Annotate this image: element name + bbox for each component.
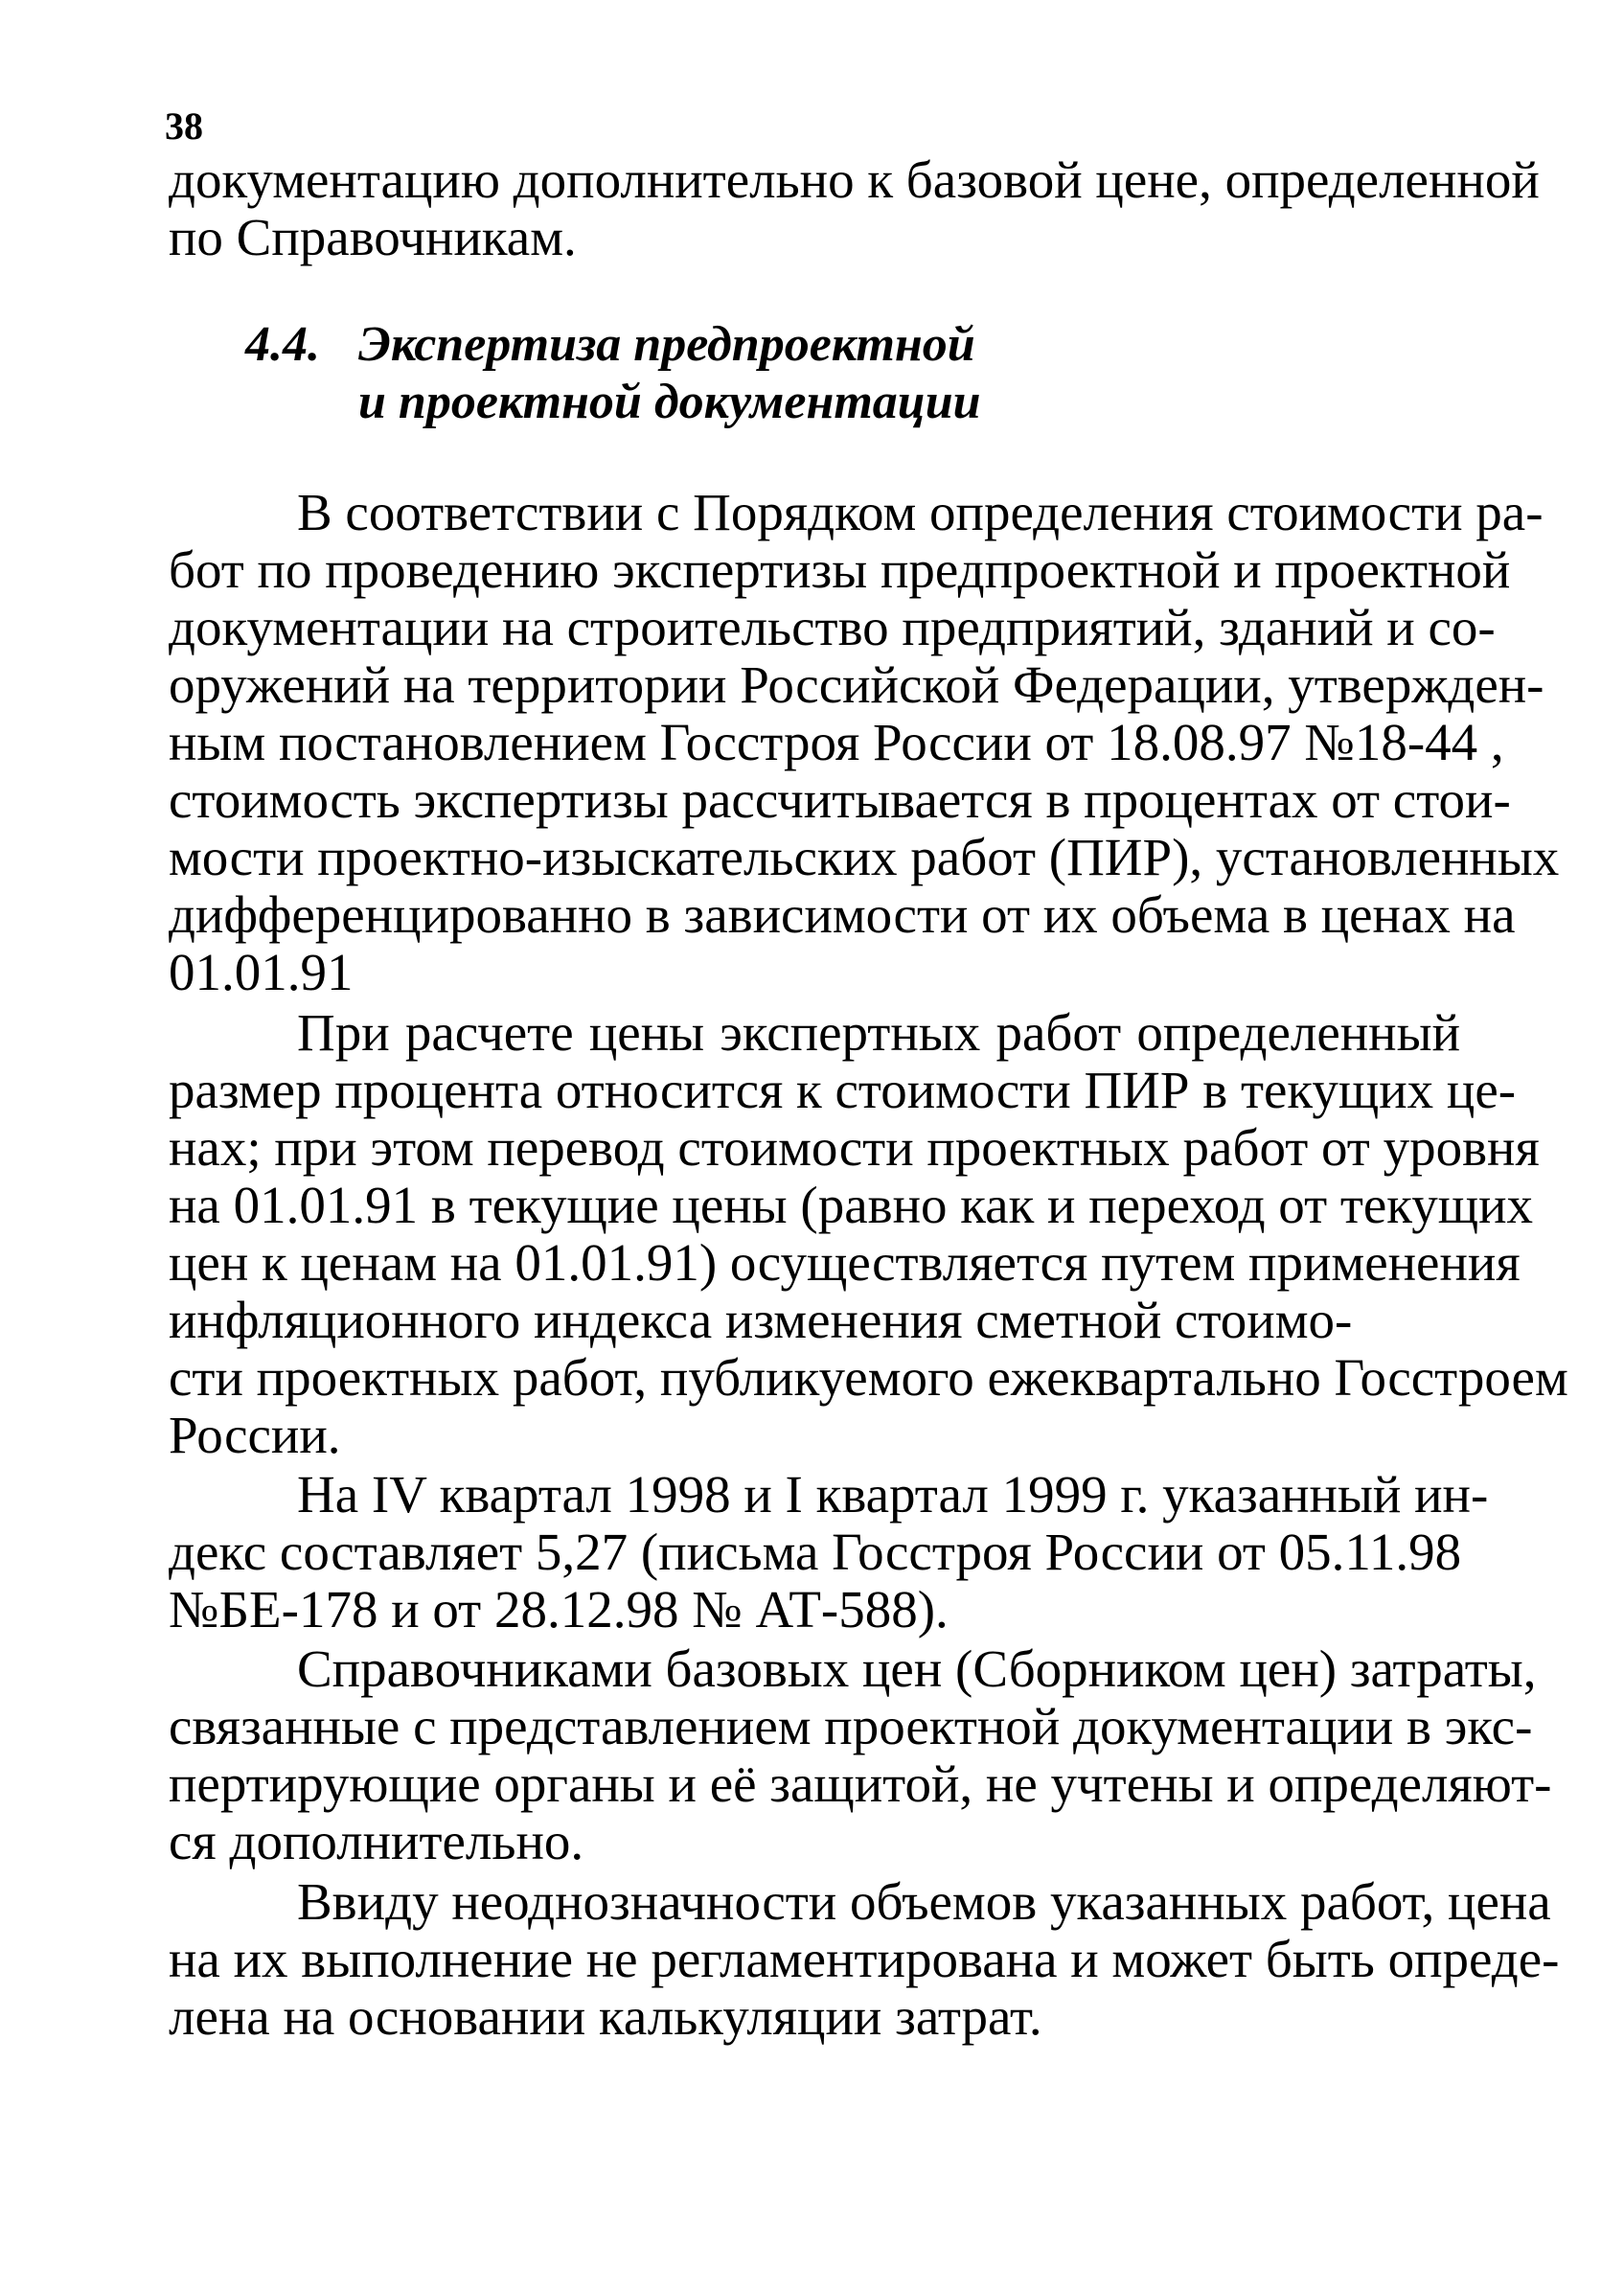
paragraph-1-line-7: мости проектно-изыскательских работ (ПИР), установленных	[169, 828, 1560, 886]
paragraph-4-line-4: ся дополнительно.	[169, 1812, 584, 1870]
paragraph-2-line-5: цен к ценам на 01.01.91) осуществляется путем применения	[169, 1233, 1521, 1292]
paragraph-5-line-1: Ввиду неоднозначности объемов указанных работ, цена	[297, 1872, 1551, 1931]
intro-line-2: по Справочникам.	[169, 208, 577, 266]
paragraph-1-line-5: ным постановлением Госстроя России от 18.08.97 №18-44 ,	[169, 713, 1504, 771]
section-title-line-1: Экспертиза предпроектной	[358, 317, 975, 372]
paragraph-1-line-8: дифференцированно в зависимости от их объема в ценах на	[169, 885, 1516, 944]
paragraph-3-line-2: декс составляет 5,27 (письма Госстроя России от 05.11.98	[169, 1523, 1462, 1581]
paragraph-1-line-3: документации на строительство предприятий, зданий и со-	[169, 598, 1496, 656]
paragraph-1-line-6: стоимость экспертизы рассчитывается в процентах от стои-	[169, 770, 1511, 829]
paragraph-3-line-1: На IV квартал 1998 и I квартал 1999 г. указанный ин-	[297, 1465, 1489, 1524]
paragraph-2-line-8: России.	[169, 1406, 341, 1464]
paragraph-1-line-9: 01.01.91	[169, 943, 354, 1001]
paragraph-2-line-6: инфляционного индекса изменения сметной стоимо-	[169, 1291, 1353, 1349]
paragraph-1-line-4: оружений на территории Российской Федерации, утвержден-	[169, 655, 1544, 714]
paragraph-3-line-3: №БЕ-178 и от 28.12.98 № АТ-588).	[169, 1580, 949, 1639]
paragraph-2-line-4: на 01.01.91 в текущие цены (равно как и переход от текущих	[169, 1176, 1534, 1234]
paragraph-2-line-2: размер процента относится к стоимости ПИР в текущих це-	[169, 1061, 1517, 1119]
paragraph-2-line-3: нах; при этом перевод стоимости проектных работ от уровня	[169, 1118, 1540, 1177]
paragraph-4-line-2: связанные с представлением проектной документации в экс-	[169, 1697, 1533, 1755]
intro-line-1: документацию дополнительно к базовой цене, определенной	[169, 150, 1540, 209]
paragraph-5-line-3: лена на основании калькуляции затрат.	[169, 1987, 1042, 2046]
paragraph-2-line-7: сти проектных работ, публикуемого ежеквартально Госстроем	[169, 1348, 1568, 1407]
paragraph-4-line-3: пертирующие органы и её защитой, не учтены и определяют-	[169, 1754, 1552, 1813]
paragraph-2-line-1: При расчете цены экспертных работ определенный	[297, 1003, 1460, 1062]
paragraph-1-line-2: бот по проведению экспертизы предпроектной и проектной	[169, 540, 1511, 599]
section-title-line-2: и проектной документации	[358, 375, 981, 429]
page-number: 38	[165, 104, 203, 148]
paragraph-5-line-2: на их выполнение не регламентирована и может быть опреде-	[169, 1930, 1560, 1988]
paragraph-4-line-1: Справочниками базовых цен (Сборником цен) затраты,	[297, 1639, 1537, 1698]
paragraph-1-line-1: В соответствии с Порядком определения стоимости ра-	[297, 483, 1544, 541]
section-number: 4.4.	[245, 317, 320, 372]
